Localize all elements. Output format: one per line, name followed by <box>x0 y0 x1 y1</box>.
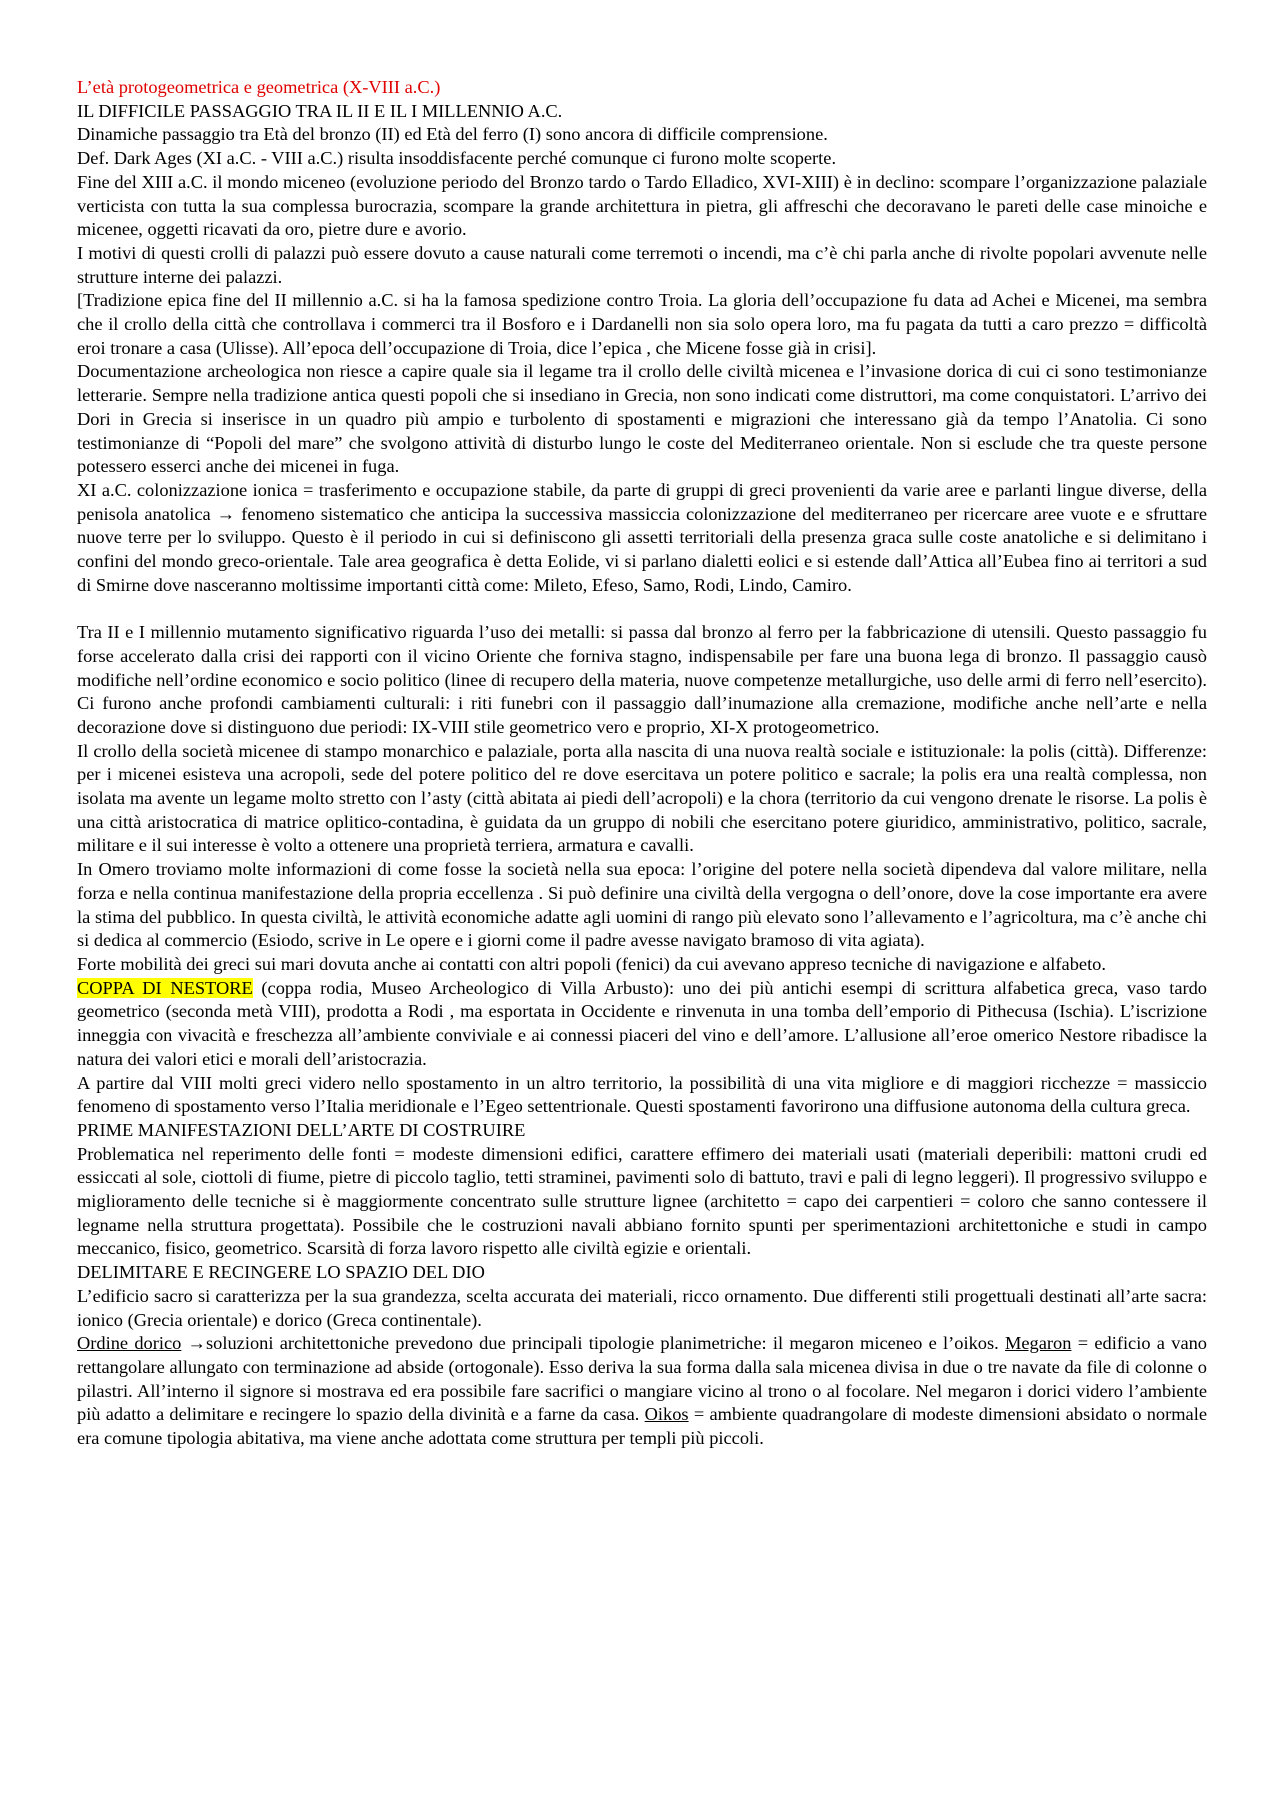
paragraph-ordine-dorico <box>77 1332 1207 1451</box>
paragraph: Fine del XIII a.C. il mondo miceneo (evoluzione periodo del Bronzo tardo o Tardo Elladico, XVI-XIII) è in declino: scompare l’organizzazione palaziale verticista con tutta la sua complessa burocrazia, scompare la grande architettura in pietra, gli affreschi che decoravano le pareti delle case minoiche e micenee, oggetti ricavati da oro, pietre dure e avorio. <box>77 171 1207 240</box>
document-page <box>77 76 1207 1451</box>
section-heading: PRIME MANIFESTAZIONI DELL’ARTE DI COSTRUIRE <box>77 1119 526 1140</box>
underlined-term: Megaron <box>1005 1333 1072 1354</box>
paragraph: [Tradizione epica fine del II millennio a.C. si ha la famosa spedizione contro Troia. La gloria dell’occupazione fu data ad Achei e Micenei, ma sembra che il crollo della città che controllava i commerci tra il Bosforo e i Dardanelli non sia solo opera loro, ma fu pagata da tutti a caro prezzo = difficoltà eroi tronare a casa (Ulisse). All’epoca dell’occupazione di Troia, dice l’epica , che Micene fosse già in crisi]. <box>77 290 1207 358</box>
paragraph-text: (coppa rodia, Museo Archeologico di Villa Arbusto): uno dei più antichi esempi di scrittura alfabetica greca, vaso tardo geometrico (seconda metà VIII), prodotta a Rodi , ma esportata in Occidente e rinvenuta in una tomba dell’emporio di Pithecusa (Ischia). L’iscrizione inneggia con vivacità e freschezza all’ambiente conviviale e ai connessi piaceri del vino e dell’amore. L’allusione all’eroe omerico Nestore ribadisce la natura dei valori etici e morali dell’aristocrazia. <box>77 977 1208 1069</box>
underlined-term: Oikos <box>644 1404 689 1425</box>
blank-line <box>77 597 1207 621</box>
paragraph: L’edificio sacro si caratterizza per la sua grandezza, scelta accurata dei materiali, ricco ornamento. Due differenti stili progettuali destinati all’arte sacra: ionico (Grecia orientale) e dorico (Greca continentale). <box>77 1285 1207 1330</box>
underlined-term: Ordine dorico <box>77 1333 182 1354</box>
paragraph: Problematica nel reperimento delle fonti = modeste dimensioni edifici, carattere effimero dei materiali usati (materiali deperibili: mattoni crudi ed essiccati al sole, ciottoli di fiume, pietre di piccolo taglio, tetti straminei, pavimenti solo di battuto, travi e pali di legno leggeri). Il progressivo sviluppo e miglioramento delle tecniche si è maggiormente concentrato sulle strutture lignee (architetto = capo dei carpentieri = coloro che sanno contessere il legname nella struttura progettata). Possibile che le costruzioni navali abbiano fornito spunti per sperimentazioni architettoniche e studi in campo meccanico, fisico, geometrico. Scarsità di forza lavoro rispetto alle civiltà egizie e orientali. <box>77 1143 1207 1259</box>
paragraph: Forte mobilità dei greci sui mari dovuta anche ai contatti con altri popoli (fenici) da cui avevano appreso tecniche di navigazione e alfabeto. <box>77 954 1106 974</box>
section-heading: IL DIFFICILE PASSAGGIO TRA IL II E IL I MILLENNIO A.C. <box>77 100 563 121</box>
paragraph: Tra II e I millennio mutamento significativo riguarda l’uso dei metalli: si passa dal bronzo al ferro per la fabbricazione di utensili. Questo passaggio fu forse accelerato dalla crisi dei rapporti con il vicino Oriente che forniva stagno, indispensabile per fare una buona lega di bronzo. Il passaggio causò modifiche nell’ordine economico e socio politico (linee di recupero della materia, nuove competenze metallurgiche, uso delle armi di ferro nell’esercito). Ci furono anche profondi cambiamenti culturali: i riti funebri con il passaggio dall’inumazione alla cremazione, modifiche anche nell’arte e nella decorazione dove si distinguono due periodi: IX-VIII stile geometrico vero e proprio, XI-X protogeometrico. <box>77 622 1207 737</box>
paragraph-text: = ambiente quadrangolare di modeste dimensioni absidato o normale era comune tipologia abitativa, ma viene anche adottata come struttura per templi più piccoli. <box>77 1404 1207 1449</box>
paragraph: XI a.C. colonizzazione ionica = trasferimento e occupazione stabile, da parte di gruppi di greci provenienti da varie aree e parlanti lingue diverse, della penisola anatolica → fenomeno sistematico che anticipa la successiva massiccia colonizzazione del mediterraneo per ricercare aree vuote e e sfruttare nuove terre per lo sviluppo. Questo è il periodo in cui si definiscono gli assetti territoriali della presenza graca sulle coste anatoliche e si delimitano i confini del mondo greco-orientale. Tale area geografica è detta Eolide, vi si parlano dialetti eolici e si estende dall’Attica all’Eubea fino ai territori a sud di Smirne dove nasceranno moltissime importanti città come: Mileto, Efeso, Samo, Rodi, Lindo, Camiro. <box>77 479 1207 595</box>
section-heading: DELIMITARE E RECINGERE LO SPAZIO DEL DIO <box>77 1262 485 1283</box>
paragraph: A partire dal VIII molti greci videro nello spostamento in un altro territorio, la possibilità di una vita migliore e di maggiori ricchezze = massiccio fenomeno di spostamento verso l’Italia meridionale e l’Egeo settentrionale. Questi spostamenti favorirono una diffusione autonoma della cultura greca. <box>77 1072 1207 1117</box>
paragraph-text: = edificio a vano rettangolare allungato con terminazione ad abside (ortogonale). Esso deriva la sua forma dalla sala micenea divisa in due o tre navate da file di colonne o pilastri. All’interno il signore si mostrava ed era possibile fare sacrifici o mangiare vicino al trono o al focolare. Nel megaron i dorici videro l’ambiente più adatto a delimitare e recingere lo spazio della divinità e a farne da casa. <box>77 1333 1207 1425</box>
paragraph: Il crollo della società micenee di stampo monarchico e palaziale, porta alla nascita di una nuova realtà sociale e istituzionale: la polis (città). Differenze: per i micenei esisteva una acropoli, sede del potere politico del re dove esercitava un potere politico e sacrale; la polis era una realtà complessa, non isolata ma avente un legame molto stretto con l’asty (città abitata ai piedi dell’acropoli) e la chora (territorio da cui vengono drenate le risorse. La polis è una città aristocratica di matrice oplitico-contadina, è guidata da un gruppo di nobili che esercitano potere giuridico, amministrativo, politico, sacrale, militare e il sui interesse è volto a ottenere una proprietà terriera, armatura e cavalli. <box>77 740 1207 856</box>
paragraph: In Omero troviamo molte informazioni di come fosse la società nella sua epoca: l’origine del potere nella società dipendeva dal valore militare, nella forza e nella continua manifestazione della propria eccellenza . Si può definire una civiltà della vergogna o dell’onore, dove la cose importante era avere la stima del pubblico. In questa civiltà, le attività economiche adatte agli uomini di rango più elevato sono l’allevamento e l’agricoltura, ma c’è anche chi si dedica al commercio (Esiodo, scrive in Le opere e i giorni come il padre avesse navigato bramoso di vita agiata). <box>77 859 1207 951</box>
paragraph-coppa-di-nestore <box>77 977 1207 1072</box>
paragraph: Documentazione archeologica non riesce a capire quale sia il legame tra il crollo delle civiltà micenea e l’invasione dorica di cui ci sono testimonianze letterarie. Sempre nella tradizione antica questi popoli che si insediano in Grecia, non sono indicati come distruttori, ma come conquistatori. L’arrivo dei Dori in Grecia si inserisce in un quadro più ampio e turbolento di spostamenti e migrazioni che interessano già da tempo l’Anatolia. Ci sono testimonianze di “Popoli del mare” che svolgono attività di disturbo lungo le coste del Mediterraneo orientale. Non si esclude che tra queste persone potessero esserci anche dei micenei in fuga. <box>77 361 1207 477</box>
highlighted-term: COPPA DI NESTORE <box>77 977 253 998</box>
paragraph: Dinamiche passaggio tra Età del bronzo (II) ed Età del ferro (I) sono ancora di difficile comprensione. <box>77 124 828 145</box>
paragraph: I motivi di questi crolli di palazzi può essere dovuto a cause naturali come terremoti o incendi, ma c’è chi parla anche di rivolte popolari avvenute nelle strutture interne dei palazzi. <box>77 242 1207 287</box>
paragraph: Def. Dark Ages (XI a.C. - VIII a.C.) risulta insoddisfacente perché comunque ci furono molte scoperte. <box>77 148 837 169</box>
document-title: L’età protogeometrica e geometrica (X-VIII a.C.) <box>77 77 441 97</box>
paragraph-text: →soluzioni architettoniche prevedono due principali tipologie planimetriche: il megaron miceneo e l’oikos. <box>181 1333 1006 1354</box>
